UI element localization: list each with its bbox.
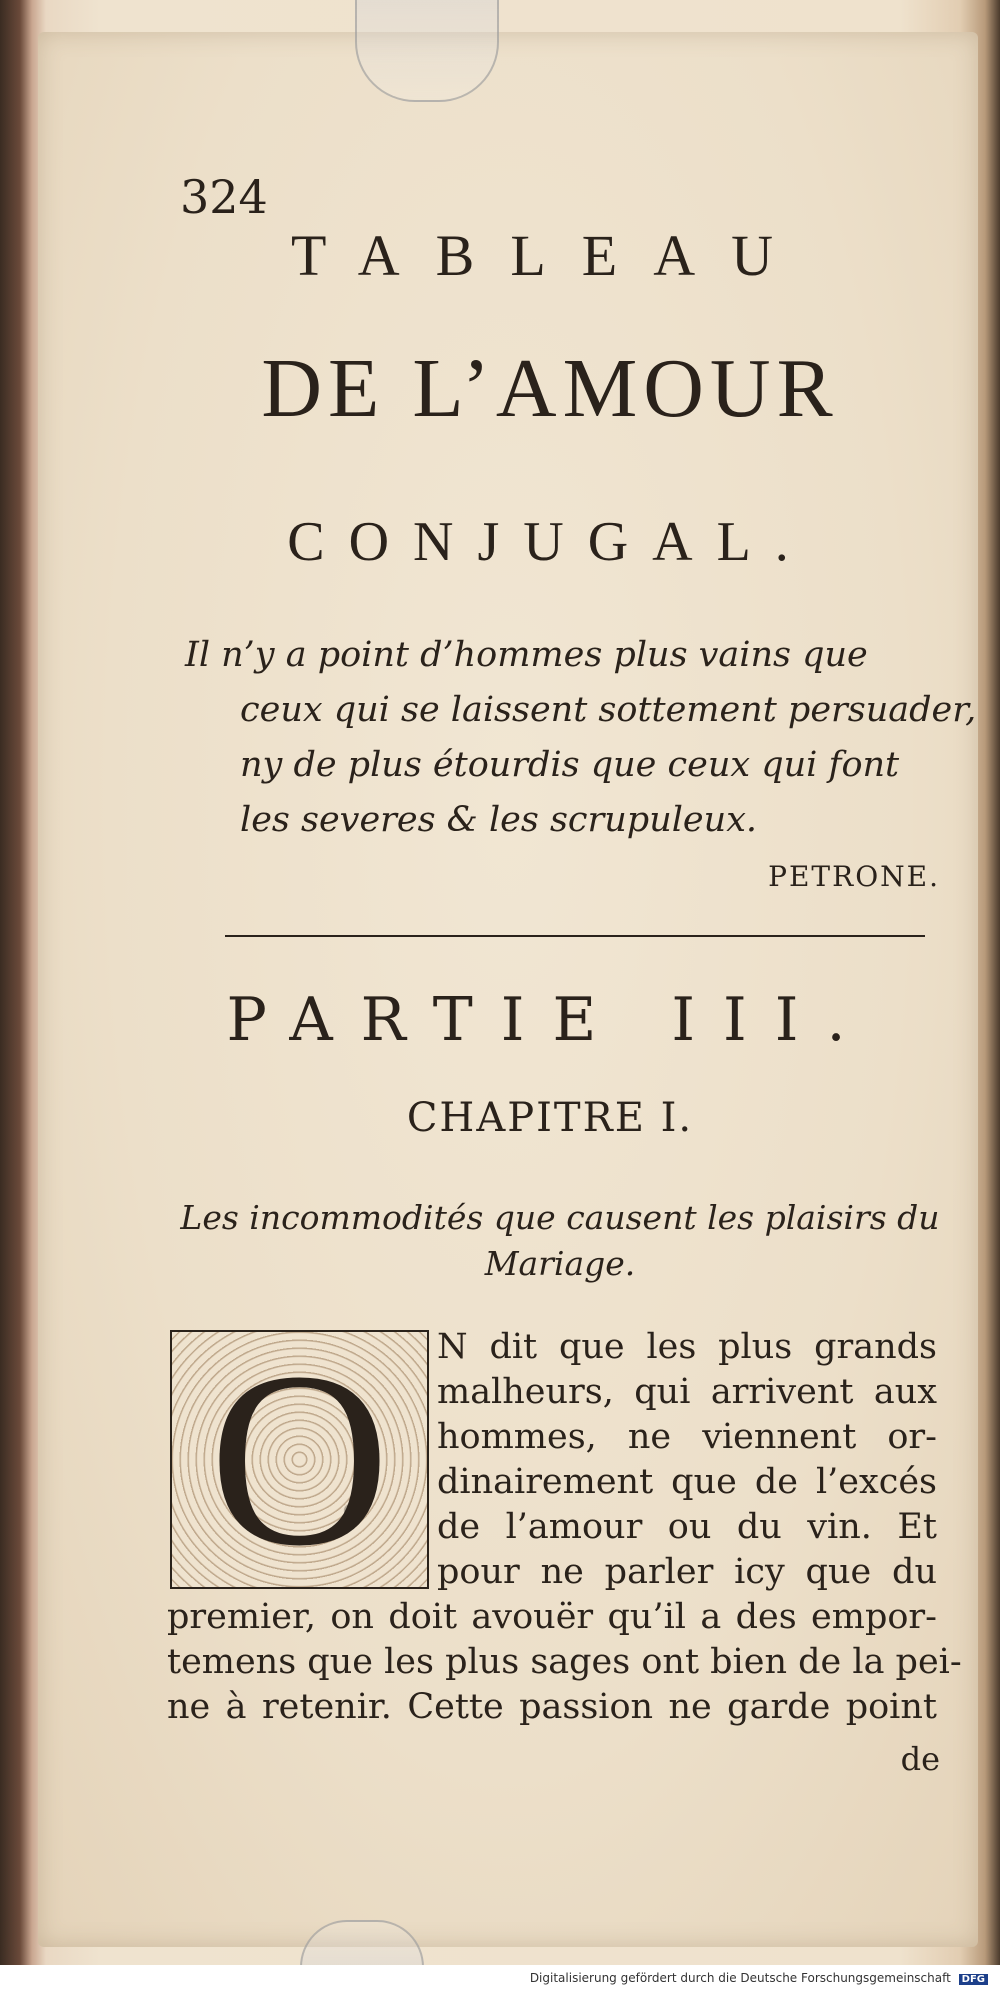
epigraph-line: ceux qui se laissent sottement persuader,	[240, 690, 977, 730]
body-line: malheurs, qui arrivent aux	[437, 1372, 937, 1412]
body-text	[167, 1320, 962, 1730]
footer-credit-text: Digitalisierung gefördert durch die Deutsche Forschungsgemeinschaft	[529, 1971, 951, 1985]
horizontal-rule	[225, 935, 925, 937]
title-line-3: CONJUGAL.	[287, 511, 813, 573]
body-line: temens que les plus sages ont bien de la pei-	[167, 1642, 962, 1682]
title-line-1: TABLEAU	[291, 223, 809, 288]
chapter-heading: CHAPITRE I.	[406, 1095, 694, 1141]
page-number: 324	[180, 170, 268, 224]
body-line: dinairement que de l’excés	[437, 1462, 937, 1502]
footer-credit	[530, 1971, 988, 1985]
page-clip-top	[355, 0, 499, 102]
chapter-subtitle-line: Mariage.	[484, 1244, 636, 1283]
body-line: ne à retenir. Cette passion ne garde point	[167, 1687, 937, 1727]
epigraph-line: ny de plus étourdis que ceux qui font	[240, 745, 900, 785]
footer-bar	[0, 1965, 1000, 1991]
chapter-subtitle-line: Les incommodités que causent les plaisirs du	[180, 1198, 940, 1237]
body-line: de l’amour ou du vin. Et	[437, 1507, 937, 1547]
body-line: N dit que les plus grands	[437, 1327, 937, 1367]
body-line: premier, on doit avouër qu’il a des empor-	[167, 1597, 937, 1637]
title-line-2: DE L’AMOUR	[261, 342, 839, 435]
epigraph-line: Il n’y a point d’hommes plus vains que	[185, 635, 868, 675]
epigraph	[185, 628, 977, 848]
part-heading: PARTIE III.	[226, 985, 874, 1055]
drop-cap-letter: O	[209, 1320, 390, 1598]
epigraph-line: les severes & les scrupuleux.	[240, 800, 758, 840]
dfg-logo-badge: DFG	[959, 1974, 988, 1985]
body-line: hommes, ne viennent or-	[437, 1417, 937, 1457]
chapter-subtitle	[170, 1195, 950, 1287]
catchword: de	[900, 1740, 940, 1778]
body-line: pour ne parler icy que du	[437, 1552, 937, 1592]
epigraph-attribution: PETRONE.	[768, 860, 940, 893]
